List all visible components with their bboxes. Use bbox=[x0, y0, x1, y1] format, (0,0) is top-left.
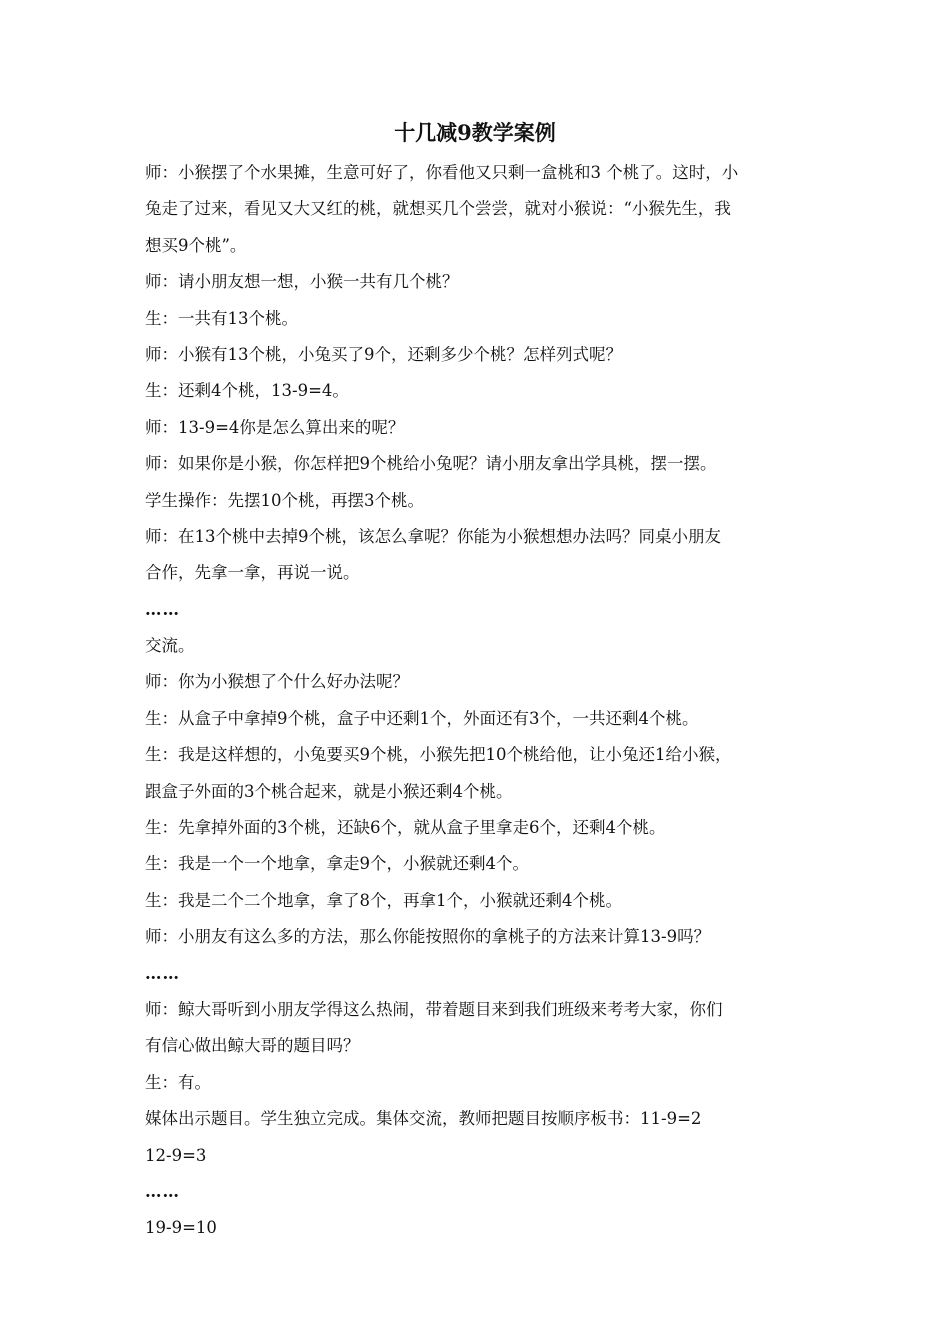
ellipsis-line: …… bbox=[145, 1181, 180, 1201]
text-line: 跟盒子外面的3个桃合起来，就是小猴还剩4个桃。 bbox=[145, 781, 513, 801]
text-line: 媒体出示题目。学生独立完成。集体交流，教师把题目按顺序板书：11-9=2 bbox=[145, 1109, 702, 1129]
text-line: 19-9=10 bbox=[145, 1218, 217, 1238]
text-line: 生：一共有13个桃。 bbox=[145, 308, 298, 328]
text-line: 12-9=3 bbox=[145, 1145, 207, 1165]
text-line: 生：有。 bbox=[145, 1072, 211, 1092]
text-line: 生：还剩4个桃，13-9=4。 bbox=[145, 381, 349, 401]
text-line: 师：请小朋友想一想，小猴一共有几个桃？ bbox=[145, 272, 459, 292]
ellipsis-line: …… bbox=[145, 599, 180, 619]
text-line: 生：先拿掉外面的3个桃，还缺6个，就从盒子里拿走6个，还剩4个桃。 bbox=[145, 818, 666, 838]
text-line: 兔走了过来，看见又大又红的桃，就想买几个尝尝，就对小猴说：“小猴先生，我 bbox=[145, 199, 731, 219]
text-line: 师：鲸大哥听到小朋友学得这么热闹，带着题目来到我们班级来考考大家，你们 bbox=[145, 999, 723, 1019]
text-line: 有信心做出鲸大哥的题目吗？ bbox=[145, 1036, 360, 1056]
text-line: 师：13-9=4你是怎么算出来的呢？ bbox=[145, 417, 405, 437]
text-line: 合作，先拿一拿，再说一说。 bbox=[145, 563, 360, 583]
text-line: 师：你为小猴想了个什么好办法呢？ bbox=[145, 672, 409, 692]
text-line: 生：我是二个二个地拿，拿了8个，再拿1个，小猴就还剩4个桃。 bbox=[145, 890, 622, 910]
text-line: 师：小朋友有这么多的方法，那么你能按照你的拿桃子的方法来计算13-9吗？ bbox=[145, 927, 711, 947]
text-line: 生：我是一个一个地拿，拿走9个，小猴就还剩4个。 bbox=[145, 854, 529, 874]
text-line: 学生操作：先摆10个桃，再摆3个桃。 bbox=[145, 490, 424, 510]
text-line: 师：在13个桃中去掉9个桃，该怎么拿呢？你能为小猴想想办法吗？同桌小朋友 bbox=[145, 526, 721, 546]
text-line: 师：小猴有13个桃，小兔买了9个，还剩多少个桃？怎样列式呢？ bbox=[145, 344, 622, 364]
text-line: 生：从盒子中拿掉9个桃，盒子中还剩1个，外面还有3个，一共还剩4个桃。 bbox=[145, 708, 699, 728]
document-body bbox=[145, 155, 825, 1247]
ellipsis-line: …… bbox=[145, 963, 180, 983]
text-line: 交流。 bbox=[145, 636, 195, 656]
text-line: 生：我是这样想的，小兔要买9个桃，小猴先把10个桃给他，让小兔还1给小猴， bbox=[145, 745, 732, 765]
text-line: 想买9个桃”。 bbox=[145, 235, 247, 255]
text-line: 师：小猴摆了个水果摊，生意可好了，你看他又只剩一盒桃和3 个桃了。这时，小 bbox=[145, 163, 739, 182]
document-title: 十几减9教学案例 bbox=[394, 120, 556, 145]
text-line: 师：如果你是小猴，你怎样把9个桃给小兔呢？请小朋友拿出学具桃，摆一摆。 bbox=[145, 454, 717, 474]
